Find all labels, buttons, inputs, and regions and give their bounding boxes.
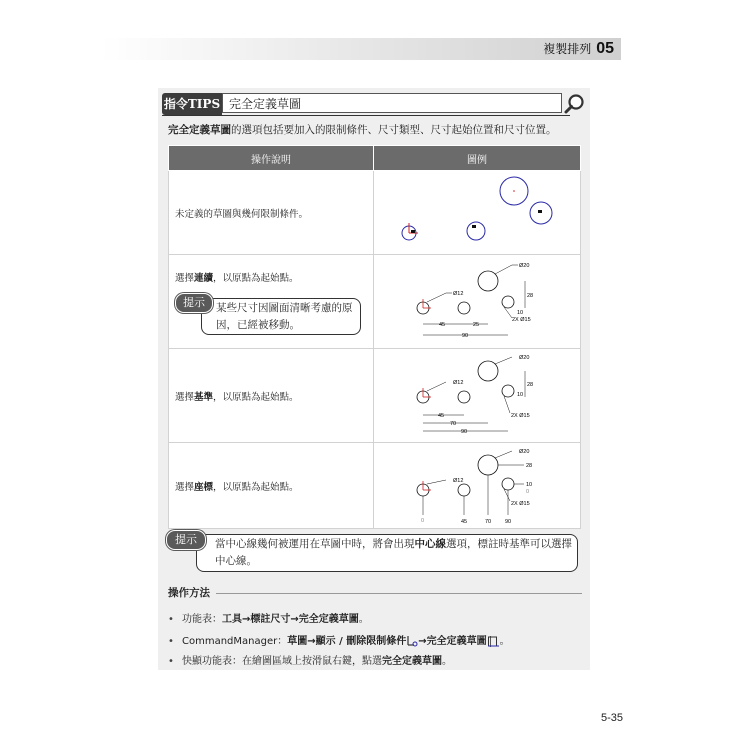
label-v28: 28 [527, 293, 534, 299]
chapter-header [543, 40, 614, 58]
row2-text-cell [169, 255, 374, 349]
hint-badge: 提示 [175, 293, 213, 313]
label-2x15: 2X Ø15 [511, 501, 530, 507]
row4-suffix: ，以原點為起始點。 [213, 481, 299, 493]
method-item-prefix: CommandManager： [182, 636, 288, 647]
method-item-bold: 工具→標註尺寸→完全定義草圖 [222, 614, 359, 625]
note-callout [166, 530, 582, 572]
label-h90: 90 [505, 519, 512, 525]
note-text-after: 選項，標註時基準可以選擇中心線。 [215, 538, 572, 567]
row4-figure [374, 443, 581, 529]
constraint-glyph [538, 210, 542, 213]
label-d12: Ø12 [453, 478, 464, 484]
table-header-description: 操作說明 [169, 146, 374, 171]
row1-figure [374, 171, 581, 255]
row4-text [169, 443, 374, 529]
bullet: • [168, 636, 174, 647]
row3-figure [374, 349, 581, 443]
circle-small [458, 302, 470, 314]
method-item-bold2: →完全定義草圖 [418, 636, 487, 647]
method-item-prefix: 功能表： [182, 614, 222, 625]
row2-term: 連續 [194, 273, 214, 284]
bullet: • [168, 656, 174, 667]
baseline-dimension-figure [374, 349, 580, 439]
label-v10: 10 [517, 392, 524, 398]
row3-prefix: 選擇 [175, 391, 195, 403]
label-d20: Ø20 [519, 263, 530, 269]
label-d12: Ø12 [453, 380, 464, 386]
hint-callout [175, 293, 363, 337]
table-row [169, 443, 581, 529]
method-item [168, 652, 452, 667]
intro-text [168, 122, 557, 137]
row3-suffix: ，以原點為起始點。 [213, 391, 299, 403]
note-term: 中心線 [414, 538, 446, 550]
sketch-circle-middle [467, 222, 485, 240]
label-h45: 45 [439, 322, 446, 328]
operation-table [168, 145, 581, 529]
label-d12: Ø12 [453, 291, 464, 297]
tips-underline [162, 115, 570, 116]
row2-suffix: ，以原點為起始點。 [213, 273, 299, 284]
label-h90: 90 [462, 333, 469, 339]
label-h70: 70 [450, 421, 457, 427]
circle-small [458, 391, 470, 403]
intro-term: 完全定義草圖 [168, 124, 231, 136]
label-2x15: 2X Ø15 [512, 317, 531, 323]
intro-rest: 的選項包括要加入的限制條件、尺寸類型、尺寸起始位置和尺寸位置。 [231, 124, 557, 136]
method-item-prefix: 快顯功能表：在繪圖區域上按滑鼠右鍵，點選 [182, 656, 382, 667]
method-title: 操作方法 [168, 587, 210, 599]
method-item-suffix: 。 [358, 614, 369, 625]
method-divider [216, 593, 582, 594]
label-h25: 25 [473, 322, 480, 328]
method-item-bold: 草圖→顯示 / 刪除限制條件 [287, 636, 407, 647]
row3-term: 基準 [194, 391, 214, 403]
label-v28: 28 [527, 382, 534, 388]
note-text-before: 當中心線幾何被運用在草圖中時，將會出現 [215, 538, 415, 550]
display-delete-relations-icon [406, 635, 418, 647]
circle-small [458, 484, 470, 496]
magnifier-icon [563, 92, 587, 116]
note-text [196, 534, 578, 572]
row2-text [175, 270, 299, 284]
circle-right [502, 385, 514, 397]
constraint-glyph [472, 225, 476, 228]
page-number: 5-35 [601, 712, 624, 724]
label-h45: 45 [438, 413, 445, 419]
table-row [169, 255, 581, 349]
table-row [169, 349, 581, 443]
label-d20: Ø20 [519, 449, 530, 455]
label-v10: 10 [526, 482, 533, 488]
table-row [169, 171, 581, 255]
label-v0: 0 [526, 489, 530, 495]
table-header-figure: 圖例 [374, 146, 581, 171]
method-item-suffix: 。 [442, 656, 452, 667]
row1-text: 未定義的草圖與幾何限制條件。 [169, 171, 374, 255]
label-h45: 45 [461, 519, 468, 525]
circle-right [502, 478, 514, 490]
circle-right [502, 296, 514, 308]
method-item [168, 632, 510, 648]
circle-center-point [513, 190, 515, 192]
chapter-number: 05 [596, 40, 614, 57]
ordinate-dimension-figure [374, 443, 580, 525]
hint-text: 某些尺寸因圖面清晰考慮的原因，已經被移動。 [201, 298, 361, 335]
tips-title-bar [158, 92, 590, 116]
method-item [168, 610, 369, 625]
row4-term: 座標 [194, 481, 214, 493]
row2-prefix: 選擇 [175, 273, 195, 284]
note-badge: 提示 [166, 530, 206, 550]
label-2x15: 2X Ø15 [511, 413, 530, 419]
bullet: • [168, 614, 174, 625]
chapter-title: 複製排列 [543, 42, 592, 56]
constraint-glyph [411, 230, 415, 233]
label-h0: 0 [421, 518, 425, 524]
label-d20: Ø20 [519, 355, 530, 361]
row4-prefix: 選擇 [175, 481, 195, 493]
label-v28: 28 [526, 463, 533, 469]
method-item-bold: 完全定義草圖 [382, 656, 442, 667]
method-item-suffix: 。 [499, 636, 510, 647]
fully-define-sketch-icon [487, 635, 500, 648]
undefined-sketch-figure [374, 171, 580, 251]
label-v10: 10 [517, 310, 524, 316]
label-h90: 90 [461, 429, 468, 435]
row2-figure [374, 255, 581, 349]
tips-label: 指令TIPS [162, 93, 222, 115]
row3-text [169, 349, 374, 443]
label-h70: 70 [485, 519, 492, 525]
chain-dimension-figure [374, 255, 580, 345]
tips-title: 完全定義草圖 [222, 93, 562, 113]
